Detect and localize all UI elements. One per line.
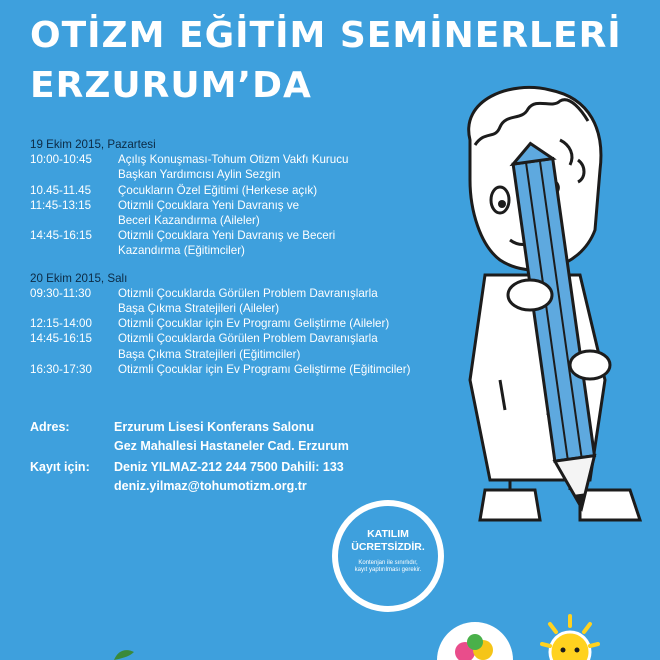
desc-line: Otizmli Çocuklar için Ev Programı Geliştirme (Aileler) [118, 317, 390, 331]
badge-line2: ÜCRETSİZDİR. [351, 541, 425, 553]
desc-line: Beceri Kazandırma (Aileler) [118, 214, 260, 228]
badge-note-line: kayıt yaptırılması gerekir. [354, 567, 422, 573]
child-with-pencil-illustration [430, 80, 660, 550]
address-row [30, 418, 349, 455]
page-title-line1: OTİZM EĞİTİM SEMİNERLERİ [30, 15, 622, 56]
address-line: Gez Mahallesi Hastaneler Cad. Erzurum [114, 438, 349, 453]
address-value [114, 418, 349, 455]
schedule-time: 16:30-17:30 [30, 362, 92, 376]
schedule-time: 09:30-11:30 [30, 286, 92, 300]
badge-note [346, 560, 430, 574]
day2-heading: 20 Ekim 2015, Salı [30, 271, 128, 285]
desc-line: Otizmli Çocuklara Yeni Davranış ve [118, 198, 300, 212]
register-value [114, 458, 344, 495]
register-label: Kayıt için: [30, 460, 90, 474]
sun-logo-icon [540, 612, 600, 660]
desc-line: Otizmli Çocuklarda Görülen Problem Davranışlarla [118, 286, 378, 300]
desc-line: Otizmli Çocuklara Yeni Davranış ve Beceri [118, 229, 336, 243]
page-title-line2: ERZURUM’DA [30, 65, 312, 106]
desc-line: Başa Çıkma Stratejileri (Eğitimciler) [118, 347, 301, 361]
free-entry-badge [332, 500, 444, 612]
desc-line: Başa Çıkma Stratejileri (Aileler) [118, 302, 280, 316]
schedule-time: 14:45-16:15 [30, 229, 92, 243]
contact-info [30, 418, 349, 495]
desc-line: Kazandırma (Eğitimciler) [118, 244, 245, 258]
day1-heading: 19 Ekim 2015, Pazartesi [30, 138, 156, 151]
register-row [30, 458, 349, 495]
desc-line: Otizmli Çocuklarda Görülen Problem Davranışlarla [118, 332, 378, 346]
address-line: Erzurum Lisesi Konferans Salonu [114, 420, 315, 434]
badge-note-line: Kontenjan ile sınırlıdır, [358, 560, 418, 566]
schedule-time: 14:45-16:15 [30, 332, 92, 346]
schedule-time: 11:45-13:15 [30, 198, 92, 212]
badge-line1: KATILIM [367, 528, 409, 540]
register-email[interactable]: deniz.yilmaz@tohumotizm.org.tr [114, 478, 307, 493]
desc-line: Başkan Yardımcısı Aylin Sezgin [118, 168, 281, 182]
register-phone: Deniz YILMAZ-212 244 7500 Dahili: 133 [114, 460, 344, 474]
desc-line: Çocukların Özel Eğitimi (Herkese açık) [118, 183, 318, 197]
desc-line: Açılış Konuşması-Tohum Otizm Vakfı Kurucu [118, 153, 349, 167]
schedule-time: 10:00-10:45 [30, 153, 92, 167]
schedule-time: 12:15-14:00 [30, 317, 92, 331]
schedule-time: 10.45-11.45 [30, 183, 92, 197]
desc-line: Otizmli Çocuklar için Ev Programı Geliştirme (Eğitimciler) [118, 362, 411, 376]
colorful-logo-icon [435, 612, 515, 660]
address-label: Adres: [30, 420, 70, 434]
leaf-logo-icon [112, 646, 142, 660]
